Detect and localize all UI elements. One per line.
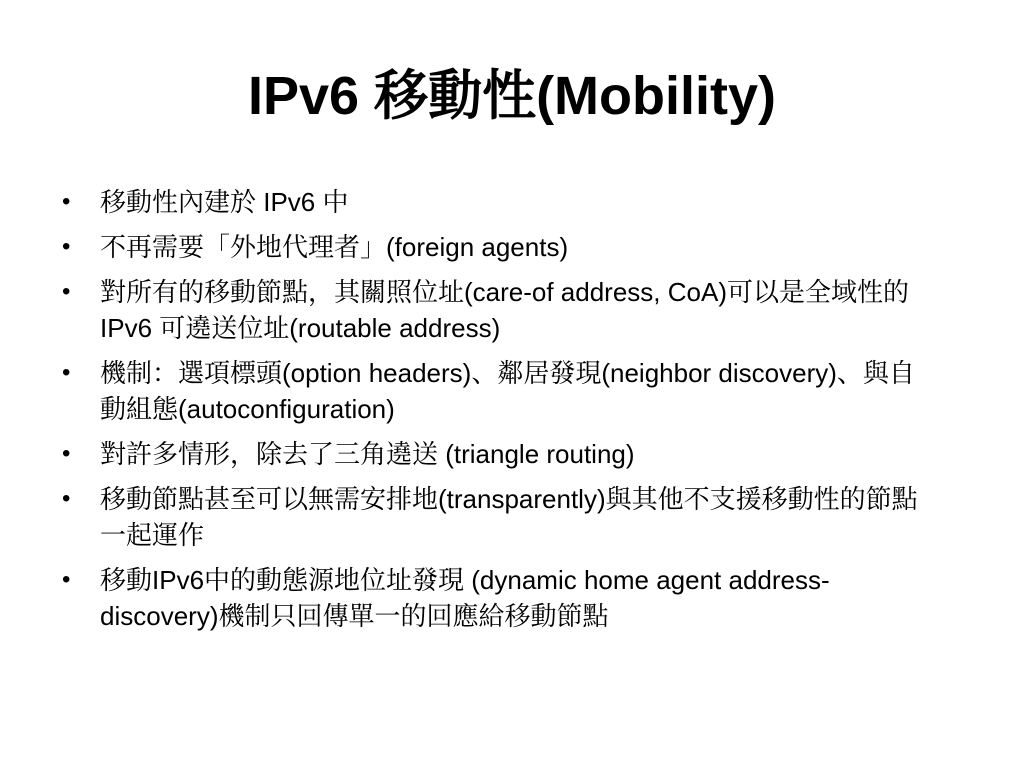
bullet-item bbox=[62, 481, 930, 553]
bullet-item bbox=[62, 274, 930, 346]
bullet-dot-icon: • bbox=[62, 440, 71, 467]
slide-title: IPv6 移動性(Mobility) bbox=[247, 66, 777, 126]
bullet-dot-icon: • bbox=[62, 485, 71, 512]
bullet-item bbox=[62, 562, 930, 634]
bullet-text: 機制：選項標頭(option headers)、鄰居發現(neighbor discovery)、與自動組態(autoconfiguration) bbox=[100, 358, 915, 424]
bullet-dot-icon: • bbox=[62, 566, 71, 593]
bullet-text: 對所有的移動節點，其關照位址(care-of address, CoA)可以是全域性的 IPv6 可遶送位址(routable address) bbox=[100, 277, 909, 343]
bullet-item bbox=[62, 229, 930, 265]
bullet-text: 不再需要「外地代理者」(foreign agents) bbox=[100, 232, 569, 262]
bullet-item bbox=[62, 355, 930, 427]
bullet-item bbox=[62, 436, 930, 472]
bullet-dot-icon: • bbox=[62, 278, 71, 305]
bullet-text: 移動IPv6中的動態源地位址發現 (dynamic home agent address-discovery)機制只回傳單一的回應給移動節點 bbox=[100, 565, 830, 631]
bullet-text: 對許多情形，除去了三角遶送 (triangle routing) bbox=[100, 439, 635, 469]
bullet-dot-icon: • bbox=[62, 188, 71, 215]
bullet-list bbox=[62, 184, 930, 643]
bullet-text: 移動性內建於 IPv6 中 bbox=[100, 187, 349, 217]
bullet-text: 移動節點甚至可以無需安排地(transparently)與其他不支援移動性的節點一起運作 bbox=[100, 484, 918, 550]
bullet-item bbox=[62, 184, 930, 220]
bullet-dot-icon: • bbox=[62, 233, 71, 260]
bullet-dot-icon: • bbox=[62, 359, 71, 386]
